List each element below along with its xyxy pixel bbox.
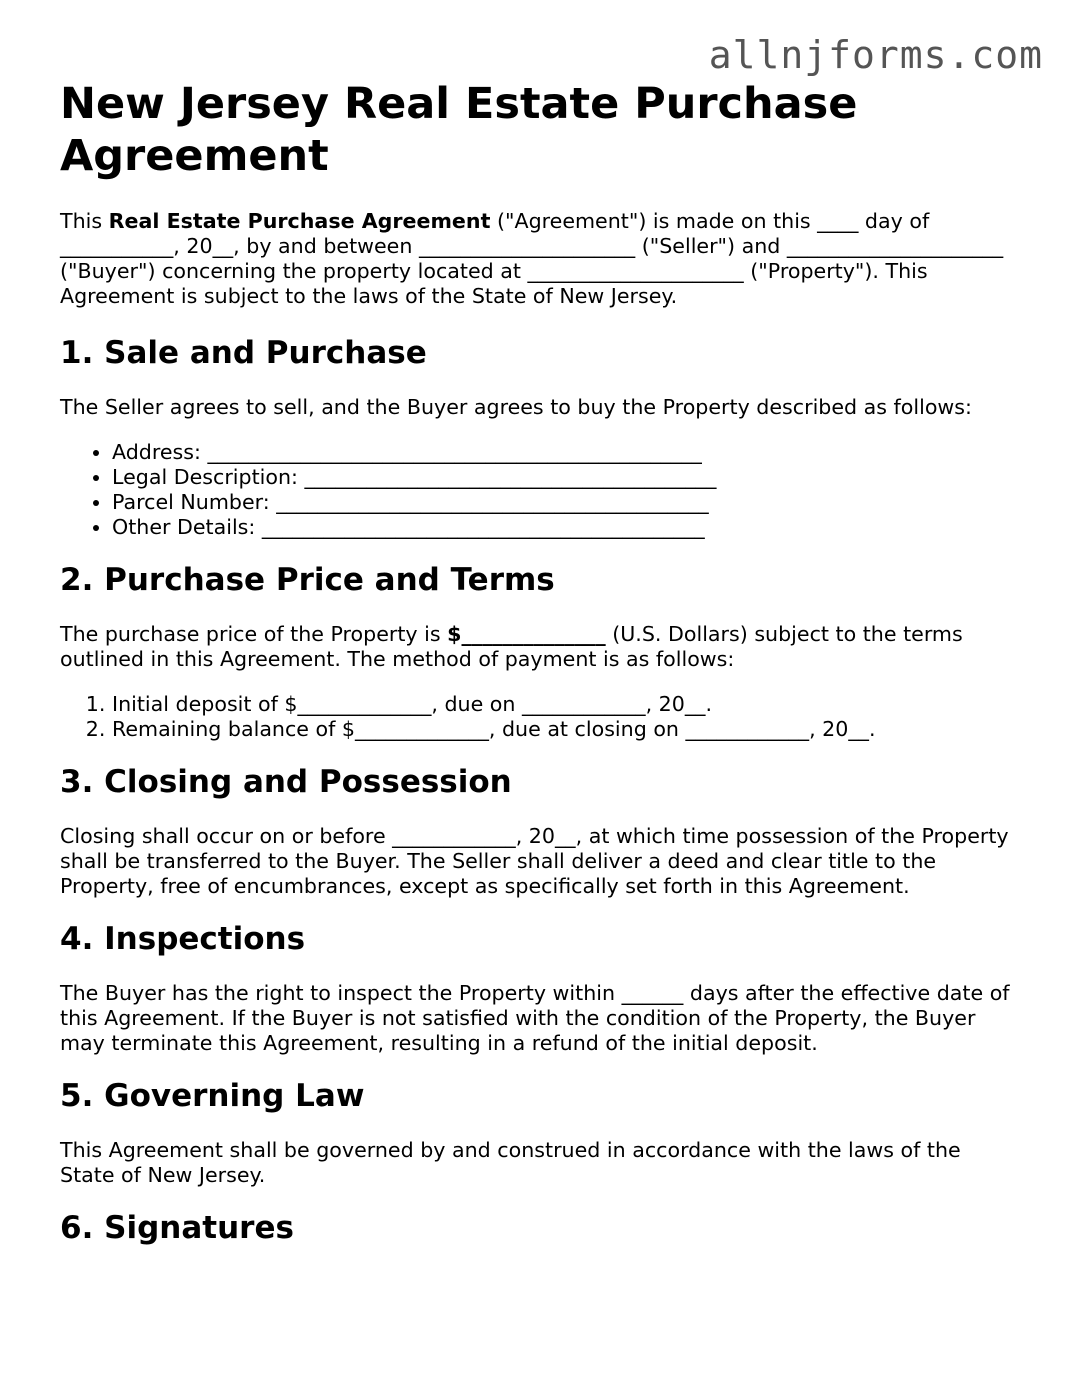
property-details-list — [60, 440, 1020, 540]
section-text-governing-law: This Agreement shall be governed by and construed in accordance with the laws of the State of New Jersey. — [60, 1138, 961, 1187]
document-page — [60, 78, 1020, 1248]
intro-prefix: This — [60, 209, 109, 233]
list-item-address: • Address: ________________________________________________ — [112, 440, 1020, 465]
watermark: allnjforms.com — [708, 33, 1043, 77]
purchase-price-blank: $______________ — [447, 622, 606, 646]
section-heading-sale-purchase: 1. Sale and Purchase — [60, 335, 427, 371]
intro-bold-term: Real Estate Purchase Agreement — [108, 209, 491, 233]
section-text-purchase-price — [60, 622, 1020, 672]
section-heading-governing-law: 5. Governing Law — [60, 1078, 365, 1114]
purchase-price-rest: (U.S. Dollars) subject to the terms outlined in this Agreement. The method of payment is as follows: — [60, 622, 963, 671]
payment-method-list — [60, 692, 1020, 742]
list-item-legal-description: • Legal Description: ________________________________________ — [112, 465, 1020, 490]
intro-paragraph — [60, 209, 1020, 309]
document-title: New Jersey Real Estate Purchase Agreement — [60, 79, 858, 181]
section-text-inspections: The Buyer has the right to inspect the Property within ______ days after the effective date of this Agreement. If the Buyer is not satisfied with the condition of the Property, the Buyer may terminate this Agreement, resulting in a refund of the initial deposit. — [60, 981, 1010, 1055]
section-heading-inspections: 4. Inspections — [60, 921, 306, 957]
section-heading-purchase-price: 2. Purchase Price and Terms — [60, 562, 555, 598]
list-item-other-details: • Other Details: ___________________________________________ — [112, 515, 1020, 540]
purchase-price-prefix: The purchase price of the Property is — [60, 622, 448, 646]
section-heading-signatures: 6. Signatures — [60, 1210, 294, 1246]
list-item-initial-deposit: 1. Initial deposit of $_____________, due on ____________, 20__. — [112, 692, 1020, 717]
section-text-closing: Closing shall occur on or before ____________, 20__, at which time possession of the Property shall be transferred to the Buyer. The Seller shall deliver a deed and clear title to the Property, free of encumbrances, except as specifically set forth in this Agreement. — [60, 824, 1009, 898]
section-heading-closing: 3. Closing and Possession — [60, 764, 512, 800]
list-item-parcel-number: • Parcel Number: __________________________________________ — [112, 490, 1020, 515]
intro-text: ("Agreement") is made on this ____ day of ___________, 20__, by and between _____________________ ("Seller") and _____________________ ("Buyer") concerning the property located at _____________________ ("Property"). This Agreement is subject to the laws of the State of New Jersey. — [60, 209, 1004, 308]
section-text-sale-purchase: The Seller agrees to sell, and the Buyer agrees to buy the Property described as follows: — [60, 395, 972, 419]
list-item-remaining-balance: 2. Remaining balance of $_____________, due at closing on ____________, 20__. — [112, 717, 1020, 742]
